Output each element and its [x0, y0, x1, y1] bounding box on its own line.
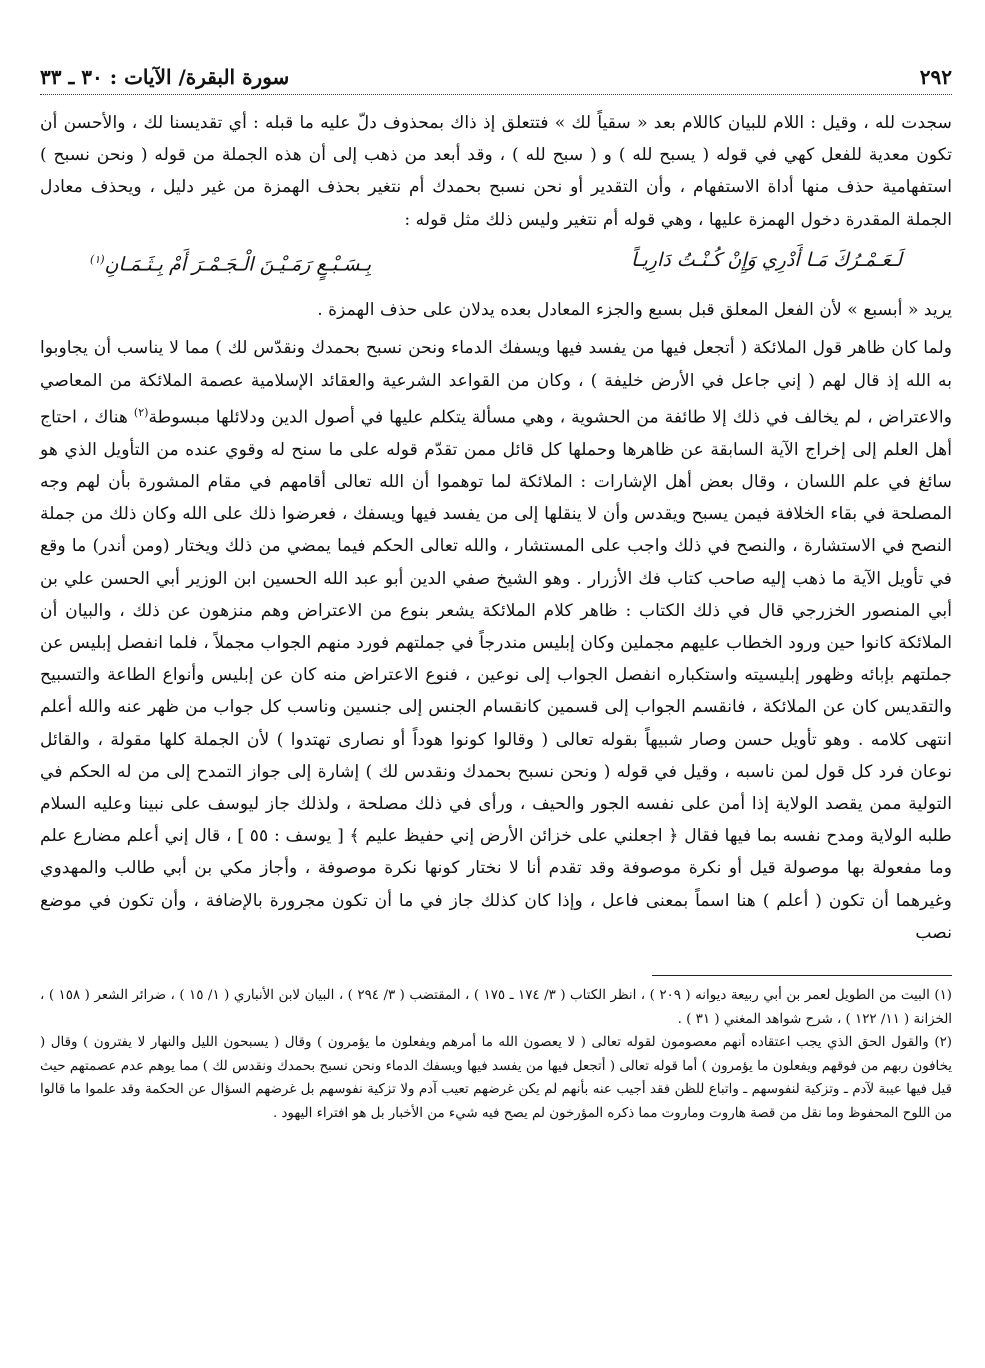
poetry-verse: [40, 238, 952, 286]
footnote-2: (٢) والقول الحق الذي يجب اعتقاده أنهم معصومون لقوله تعالى ( لا يعصون الله ما أمرهم ويفعلون ما يؤمرون ) وقال ( يسبحون الليل والنهار لا يفترون ) وقال ( يخافون ربهم من فوقهم ويفعلون ما يؤمرون ) أما قوله تعالى ( أتجعل فيها من يفسد فيها ويسفك الدماء ونحن نسبح بحمدك ونقدس لك ) مما يوهم عدم عصمتهم حيث قيل فيها عيبة لآدم ـ وتزكية لنفوسهم ـ واتباع للظن فقد أجيب عنه بأنهم لم يكن غرضهم تعيب آدم ولا تزكية نفوسهم بل غرضهم السؤال عن الحكمة وقد علموا ما قالوا من اللوح المحفوظ وما نقل من قصة هاروت وماروت مما ذكره المؤرخون لم يصح فيه شيء من الأخبار بل هو افتراء اليهود .: [40, 1035, 952, 1121]
page-number: ٢٩٢: [919, 65, 952, 89]
book-page: [40, 60, 952, 1350]
footnote-1: (١) البيت من الطويل لعمر بن أبي ربيعة ديوانه ( ٢٠٩ ) ، انظر الكتاب ( ٣/ ١٧٤ ـ ١٧٥ ) ، المقتضب ( ٣/ ٢٩٤ ) ، البيان لابن الأنباري ( ١/ ١٥ ) ، ضرائر الشعر ( ١٥٨ ) ، الخزانة ( ١١/ ١٢٢ ) ، شرح شواهد المغني ( ٣١ ) .: [40, 987, 952, 1027]
paragraph-3: [40, 332, 952, 949]
page-header: [40, 60, 952, 95]
verse-first-hemistich: لَـعَـمْـرُكَ مَـا أَدْرِي وَإِنْ كُـنْـتُ دَارِيـاً: [631, 248, 902, 271]
footnote-separator: [652, 975, 952, 976]
paragraph-3-part-b: هناك ، احتاج أهل العلم إلى إخراج الآية السابقة عن ظاهرها وحملها كل قائل ممن تقدّم قوله على ما سنح له وقوي عنده من التأويل الذي هو سائغ في علم اللسان ، وقال بعض أهل الإشارات : الملائكة لما توهموا أن الله تعالى أقامهم في مقام المشورة بأن لهم وجه المصلحة في بقاء الخلافة فيمن يسبح ويقدس وأن لا ينقلها إلى من يفسد فيها ويسفك ، فعرضوا ذلك على الله وكان ذلك من جملة النصح في الاستشارة ، والنصح في ذلك واجب على المستشار ، والله تعالى الحكم فيما يمضي من ذلك ويختار (ومن أندر) ما وقع في تأويل الآية ما ذهب إليه صاحب كتاب فك الأزرار . وهو الشيخ صفي الدين أبو عبد الله الحسين ابن الوزير أبي الحسن علي بن أبي المنصور الخزرجي قال في ذلك الكتاب : ظاهر كلام الملائكة يشعر بنوع من الاعتراض وهم منزهون عن ذلك ، والبيان أن الملائكة كانوا حين ورود الخطاب عليهم مجملين وكان إبليس مندرجاً في جملتهم فورد منهم الجواب مجملاً ، فلما انفصل إبليس عن جملتهم بإبائه وظهور إبليسيته واستكباره انفصل الجواب إلى نوعين ، فنوع الاعتراض منه كان عن إبليس وأنواع الطاعة والتسبيح والتقديس كان عن الملائكة ، فانقسم الجواب إلى قسمين كانقسام الجنس إلى جنسين وناسب كل جواب من ظهر عنه والله أعلم انتهى كلامه . وهو تأويل حسن وصار شبيهاً بقوله تعالى ( وقالوا كونوا هوداً أو نصارى تهتدوا ) لأن الجملة كلها مقولة ، والقائل نوعان فرد كل قول لمن ناسبه ، وقيل في قوله ( ونحن نسبح بحمدك ونقدس لك ) إشارة إلى جواز التمدح إلى من له الحكم في التولية ممن يقصد الولاية إذا أمن على نفسه الجور والحيف ، ورأى في ذلك مصلحة ، ولذلك جاز ليوسف على نبينا وعليه السلام طلبه الولاية ومدح نفسه بما فيها فقال ﴿ اجعلني على خزائن الأرض إني حفيظ عليم ﴾ [ يوسف : ٥٥ ] ، قال إني أعلم مضارع علم وما مفعولة بها موصولة قيل أو نكرة موصوفة وقد تقدم أنا لا نختار كونها نكرة موصوفة ، وأجاز مكي بن أبي طالب والمهدوي وغيرهما أن تكون ( أعلم ) هنا اسماً بمعنى فاعل ، وإذا كان كذلك جاز في ما أن تكون مجرورة بالإضافة ، وأن تكون في موضع نصب: [40, 407, 952, 943]
footnotes: [40, 984, 952, 1126]
paragraph-2: يريد « أبسبع » لأن الفعل المعلق قبل بسبع والجزء المعادل بعده يدلان على حذف الهمزة .: [317, 300, 952, 321]
paragraph-3-part-a: ولما كان ظاهر قول الملائكة ( أتجعل فيها من يفسد فيها ويسفك الدماء ونحن نسبح بحمدك ونقدّس لك ) مما لا يناسب أن يجاوبوا به الله إذ قال لهم ( إني جاعل في الأرض خليفة ) ، وكان من القواعد الشرعية والعقائد الإسلامية عصمة الملائكة من المعاصي والاعتراض ، لم يخالف في ذلك إلا طائفة من الحشوية ، وهي مسألة يتكلم عليها في أصول الدين ودلائلها مبسوطة: [40, 338, 952, 428]
footnote-ref-2: (٢): [133, 405, 149, 419]
main-text: [40, 107, 952, 949]
paragraph-1: سجدت لله ، وقيل : اللام للبيان كاللام بعد « سقياً لك » فتتعلق إذ ذاك بمحذوف دلّ عليه ما قبله : أي تقديسنا لك ، والأحسن أن تكون معدية للفعل كهي في قوله ( يسبح لله ) و ( سبح لله ) ، وقد أبعد من ذهب إلى أن هذه الجملة من قوله ( ونحن نسبح ) استفهامية حذف منها أداة الاستفهام ، وأن التقدير أو نحن نسبح بحمدك أم نتغير بحذف الهمزة من غير دليل ، ويحذف معادل الجملة المقدرة دخول الهمزة عليها ، وهي قوله أم نتغير وليس ذلك مثل قوله :: [40, 113, 952, 230]
footnote-ref-1: (١): [90, 252, 105, 266]
running-title: سورة البقرة/ الآيات : ٣٠ ـ ٣٣: [40, 65, 290, 89]
verse-second-text: بِـسَـبْـعٍ رَمَـيْـنَ الْـجَـمْـرَ أَمْ بِـثَـمَـانِ: [104, 253, 372, 276]
verse-second-hemistich: [90, 238, 371, 286]
